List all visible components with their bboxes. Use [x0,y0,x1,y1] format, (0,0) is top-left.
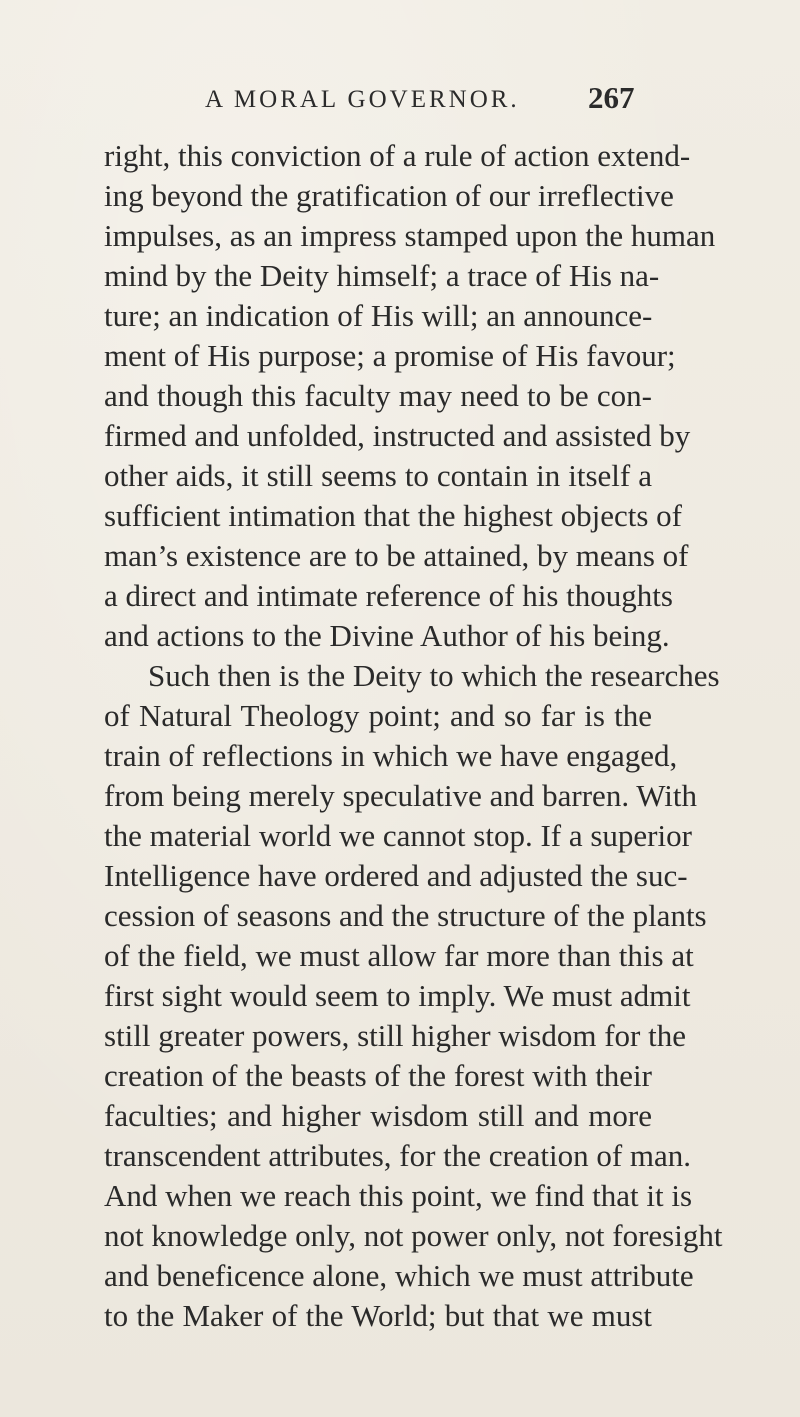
text-line-16: train of reflections in which we have engaged, [104,738,678,773]
text-line-15: of Natural Theology point; and so far is the [104,698,652,733]
text-line-7: and though this faculty may need to be con- [104,378,652,413]
text-line-24: creation of the beasts of the forest with their [104,1058,652,1093]
text-line-18: the material world we cannot stop. If a superior [104,818,692,853]
page-number: 267 [588,80,635,115]
text-line-1: right, this conviction of a rule of action extend- [104,138,691,173]
text-line-12: a direct and intimate reference of his thoughts [104,578,673,613]
text-line-22: first sight would seem to imply. We must admit [104,978,691,1013]
text-line-2: ing beyond the gratification of our irreflective [104,178,674,213]
text-line-17: from being merely speculative and barren. With [104,778,697,813]
text-line-11: man’s existence are to be attained, by means of [104,538,689,573]
page-header [0,80,800,120]
text-line-28: not knowledge only, not power only, not foresight [104,1218,723,1253]
text-line-6: ment of His purpose; a promise of His favour; [104,338,676,373]
running-title: A MORAL GOVERNOR. [205,86,520,113]
text-line-4: mind by the Deity himself; a trace of His na- [104,258,660,293]
text-line-9: other aids, it still seems to contain in itself a [104,458,652,493]
text-line-21: of the field, we must allow far more than this at [104,938,694,973]
text-line-5: ture; an indication of His will; an announce- [104,298,653,333]
text-line-29: and beneficence alone, which we must attribute [104,1258,694,1293]
text-line-27: And when we reach this point, we find that it is [104,1178,693,1213]
text-line-14: Such then is the Deity to which the researches [148,658,720,693]
text-line-8: firmed and unfolded, instructed and assisted by [104,418,691,453]
text-line-10: sufficient intimation that the highest objects of [104,498,682,533]
text-line-25: faculties; and higher wisdom still and more [104,1098,652,1133]
text-line-3: impulses, as an impress stamped upon the human [104,218,716,253]
text-line-23: still greater powers, still higher wisdom for the [104,1018,686,1053]
text-line-13: and actions to the Divine Author of his being. [104,618,670,653]
text-line-26: transcendent attributes, for the creation of man. [104,1138,692,1173]
text-line-19: Intelligence have ordered and adjusted the suc- [104,858,688,893]
text-line-20: cession of seasons and the structure of the plants [104,898,707,933]
text-line-30: to the Maker of the World; but that we must [104,1298,652,1333]
